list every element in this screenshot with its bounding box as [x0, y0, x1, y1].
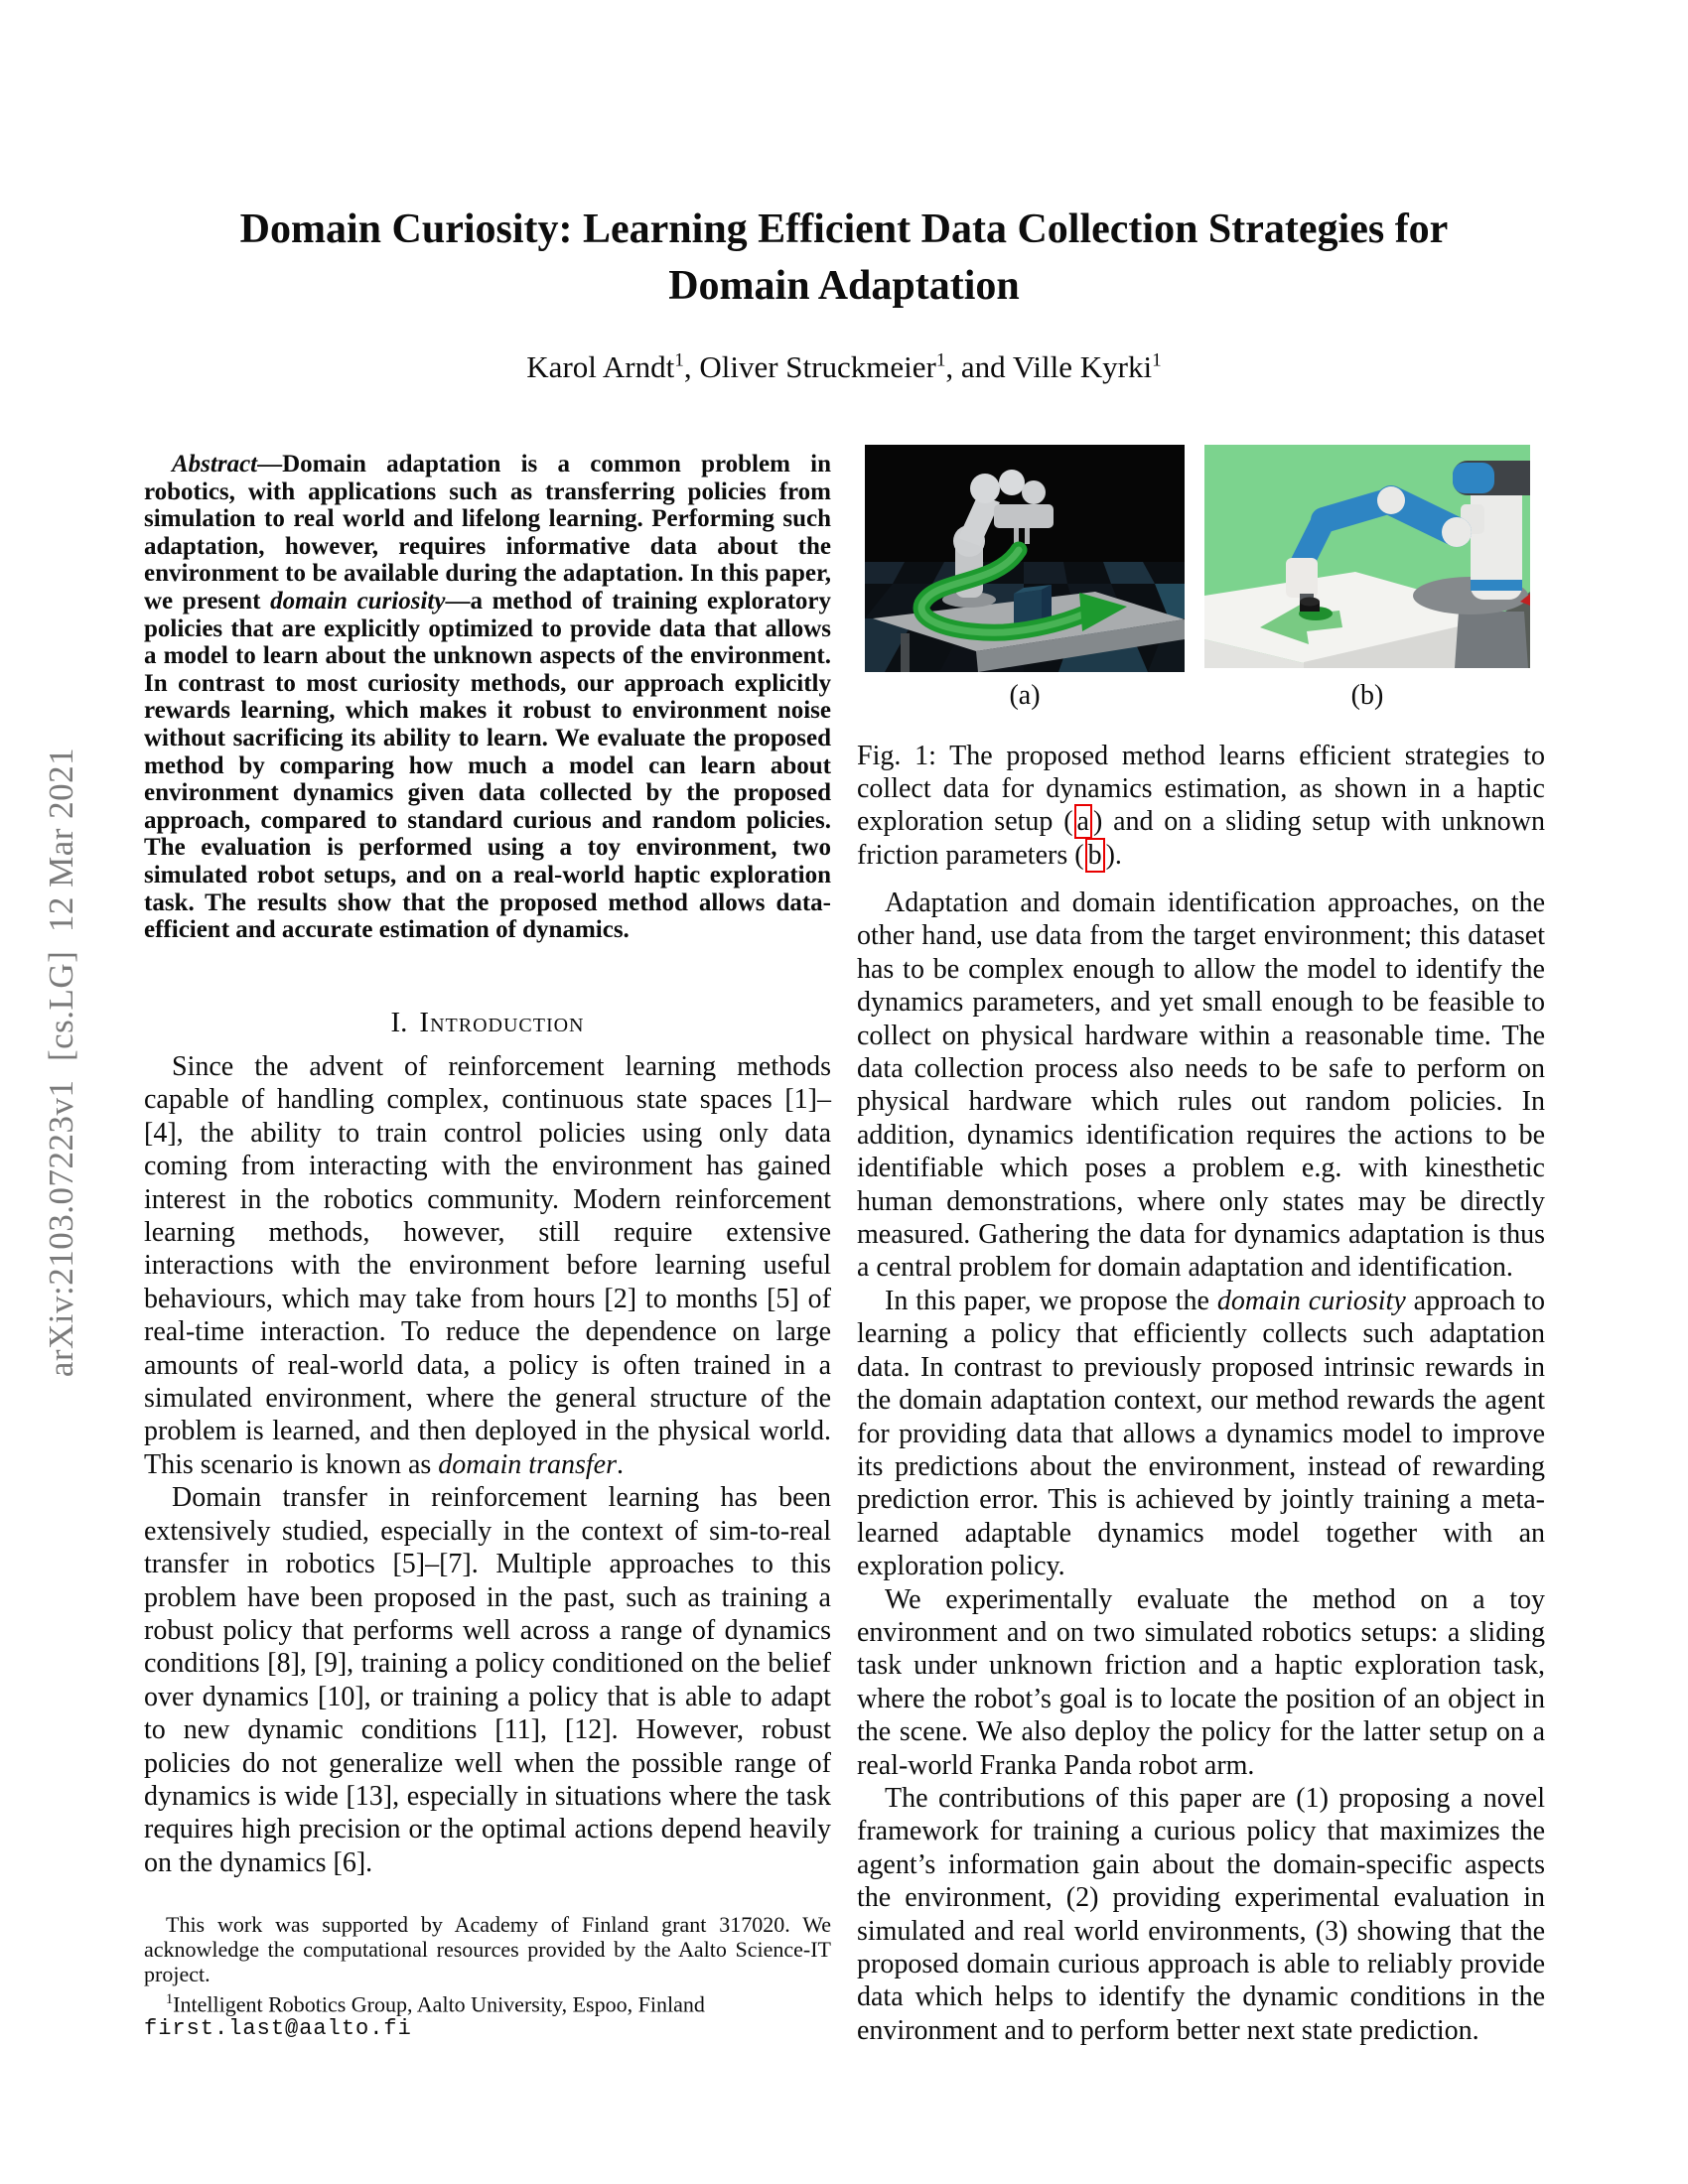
proposal-term-domain-curiosity: domain curiosity	[1216, 1285, 1406, 1316]
proposal-text-1: In this paper, we propose the	[885, 1285, 1217, 1316]
section-heading-introduction	[144, 1007, 831, 1039]
intro-p1-period: .	[616, 1448, 624, 1480]
proposal-text-2: approach to learning a policy that efficiently collects such adaptation data. In contrast to previously proposed intrinsic rewards in the domain adaptation context, our method rewards the agent for providing data that allows a dynamics model to improve its predictions about the environment, instead of rewarding prediction error. This is achieved by jointly training a meta-learned adaptable dynamics model together with an exploration policy.	[857, 1285, 1545, 1582]
subfigure-label-a: (a)	[1009, 680, 1041, 711]
abstract-section	[144, 451, 831, 944]
intro-p1-text: Since the advent of reinforcement learning methods capable of handling complex, continuous state spaces [1]–[4], the ability to train control policies using only data coming from interacting with the environment has gained interest in the robotics community. Modern reinforcement learning methods, however, still require extensive interactions with the environment before learning useful behaviours, which may take from hours [2] to months [5] of real-time interaction. To reduce the dependence on large amounts of real-world data, a policy is often trained in a simulated environment, where the general structure of the problem is learned, and then deployed in the physical world. This scenario is known as	[144, 1051, 831, 1480]
caption-text-1: Fig. 1: The proposed method learns efficient strategies to collect data for dynamics estimation, as shown in a haptic exploration setup (	[857, 741, 1545, 838]
subfigure-link-b[interactable]: b	[1085, 838, 1105, 873]
abstract-term-domain-curiosity: domain curiosity	[270, 587, 446, 614]
author-3-affmark: 1	[1152, 349, 1162, 371]
introduction-paragraphs	[144, 1050, 831, 1879]
funding-note: This work was supported by Academy of Finland grant 317020. We acknowledge the computational resources provided by the Aalto Science-IT project.	[144, 1912, 831, 1987]
haptic-exploration-image	[865, 445, 1185, 672]
arxiv-identifier: arXiv:2103.07223v1 [cs.LG] 12 Mar 2021	[42, 747, 80, 1378]
contact-email: first.last@aalto.fi	[144, 2016, 412, 2042]
right-column-paragraphs	[857, 887, 1545, 2047]
paragraph-adaptation: Adaptation and domain identification approaches, on the other hand, use data from the target environment; this dataset has to be complex enough to allow the model to identify the dynamics parameters, and yet small enough to be feasible to collect on physical hardware within a reasonable time. The data collection process also needs to be safe to perform on physical hardware which rules out random policies. In addition, dynamics identification requires the actions to be identifiable which poses a problem e.g. with kinesthetic human demonstrations, where only states may be directly measured. Gathering the data for dynamics adaptation is thus a central problem for domain adaptation and identification.	[857, 887, 1545, 1284]
abstract-text	[144, 451, 831, 944]
paper-title-line2: Domain Adaptation	[668, 263, 1020, 309]
affiliation-mark: 1	[166, 1990, 174, 2007]
author-2: , Oliver Struckmeier	[683, 349, 936, 384]
caption-text-2: ) and on a sliding setup with unknown friction parameters (	[857, 806, 1545, 871]
figure-1-caption	[857, 740, 1545, 872]
paragraph-proposal	[857, 1285, 1545, 1583]
affiliation-note	[144, 1987, 831, 2017]
section-title: Introduction	[419, 1007, 585, 1038]
intro-p1-term-domain-transfer: domain transfer	[438, 1448, 617, 1480]
author-3: , and Ville Kyrki	[945, 349, 1153, 384]
abstract-body-2: —a method of training exploratory policies that are explicitly optimized to provide data that allows a model to learn about the unknown aspects of the environment. In contrast to most curiosity methods, our approach explicitly rewards learning, which makes it robust to environment noise without sacrificing its ability to learn. We evaluate the proposed method by comparing how much a model can learn about environment dynamics given data collected by the proposed approach, compared to standard curious and random policies. The evaluation is performed using a toy environment, two simulated robot setups, and on a real-world haptic exploration task. The results show that the proposed method allows data-efficient and accurate estimation of dynamics.	[144, 587, 831, 944]
subfigure-label-b: (b)	[1350, 680, 1384, 711]
abstract-body-1: —Domain adaptation is a common problem in robotics, with applications such as transferring policies from simulation to real world and lifelong learning. Performing such adaptation, however, requires informative data about the environment to be available during the adaptation. In this paper, we present	[144, 451, 831, 614]
author-2-affmark: 1	[935, 349, 946, 371]
intro-paragraph-2: Domain transfer in reinforcement learning has been extensively studied, especially in the context of sim-to-real transfer in robotics [5]–[7]. Multiple approaches to this problem have been proposed in the past, such as training a robust policy that performs well across a range of dynamics conditions [8], [9], training a policy conditioned on the belief over dynamics [10], or training a policy that is able to adapt to new dynamic conditions [11], [12]. However, robust policies do not generalize well when the possible range of dynamics is wide [13], especially in situations where the task requires high precision or the optimal actions depend heavily on the dynamics [6].	[144, 1482, 831, 1878]
author-line	[0, 349, 1688, 385]
subfigure-link-a[interactable]: a	[1074, 804, 1092, 839]
sliding-setup-image	[1204, 445, 1530, 668]
wrist-housing	[1286, 558, 1318, 598]
section-number: I.	[390, 1007, 408, 1038]
author-1: Karol Arndt	[526, 349, 675, 384]
paper-title-line1: Domain Curiosity: Learning Efficient Data Collection Strategies for	[239, 206, 1449, 252]
intro-paragraph-1	[144, 1050, 831, 1481]
first-page-footnote	[144, 1912, 831, 2041]
abstract-label: Abstract	[172, 451, 258, 478]
affiliation-text: Intelligent Robotics Group, Aalto University, Espoo, Finland	[173, 1990, 705, 2016]
paragraph-contributions: The contributions of this paper are (1) proposing a novel framework for training a curious policy that maximizes the agent’s information gain about the domain-specific aspects the environment, (2) providing experimental evaluation in simulated and real world environments, (3) showing that the proposed domain curious approach is able to reliably provide data which helps to identify the dynamic conditions in the environment and to perform better next state prediction.	[857, 1782, 1545, 2046]
paragraph-evaluation: We experimentally evaluate the method on a toy environment and on two simulated robotics setups: a sliding task under unknown friction and a haptic exploration task, where the robot’s goal is to locate the position of an object in the scene. We also deploy the policy for the latter setup on a real-world Franka Panda robot arm.	[857, 1583, 1545, 1781]
caption-text-3: ).	[1105, 839, 1122, 871]
figure-1	[857, 445, 1545, 712]
author-1-affmark: 1	[674, 349, 684, 371]
paper-title	[0, 202, 1688, 315]
puck	[1300, 598, 1320, 613]
